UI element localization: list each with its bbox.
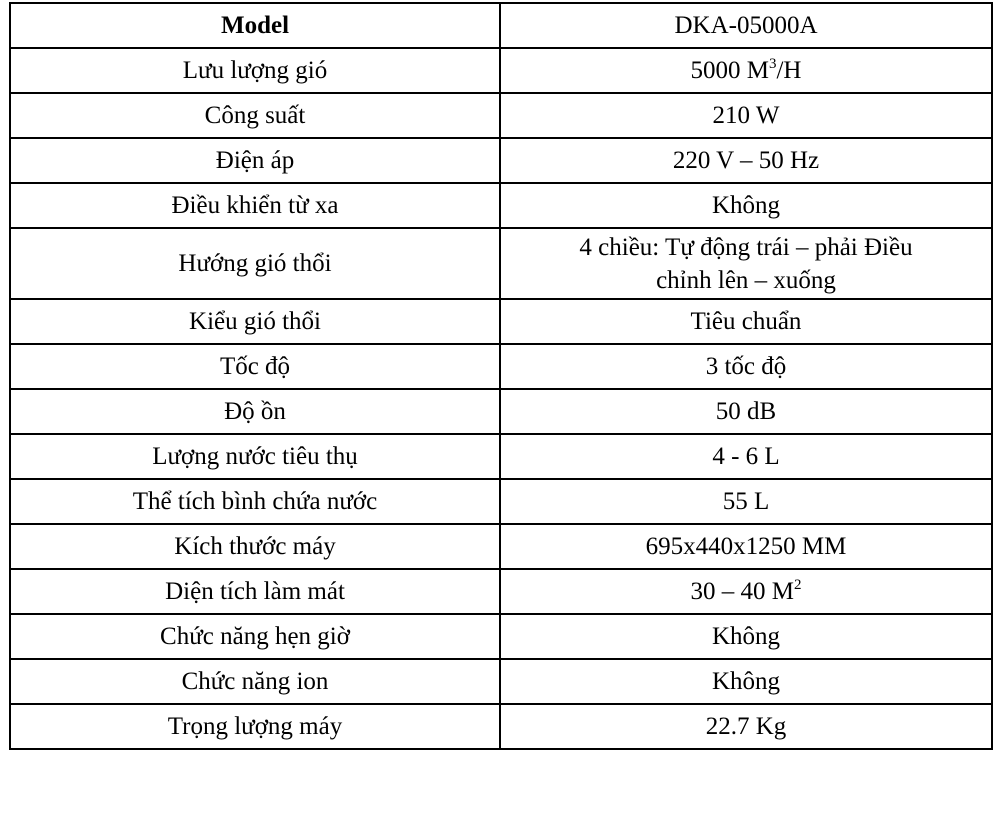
row-label: Chức năng hẹn giờ <box>160 622 350 650</box>
row-label-cell <box>10 48 500 93</box>
row-value: 210 W <box>712 101 780 129</box>
row-value: 695x440x1250 MM <box>645 532 847 560</box>
row-label-cell <box>10 389 500 434</box>
row-value-line-2: chỉnh lên – xuống <box>656 266 836 294</box>
table-row <box>10 704 992 749</box>
row-label: Điều khiển từ xa <box>171 191 339 219</box>
header-label-cell <box>10 3 500 48</box>
row-label: Chức năng ion <box>181 667 329 695</box>
row-label-cell <box>10 183 500 228</box>
row-value-cell <box>500 138 992 183</box>
row-value-cell <box>500 228 992 299</box>
row-label-cell <box>10 434 500 479</box>
table-row <box>10 138 992 183</box>
row-label-cell <box>10 704 500 749</box>
table-row <box>10 614 992 659</box>
row-value: Không <box>711 667 781 695</box>
row-value-line-1: 4 chiều: Tự động trái – phải Điều <box>579 233 913 261</box>
row-value-suffix: /H <box>776 56 802 84</box>
row-value-cell <box>500 479 992 524</box>
row-label: Thể tích bình chứa nước <box>132 487 378 515</box>
row-label-cell <box>10 614 500 659</box>
row-value-cell <box>500 389 992 434</box>
row-value: 50 dB <box>715 397 777 425</box>
row-label: Lưu lượng gió <box>182 56 328 84</box>
row-value-cell <box>500 614 992 659</box>
row-label: Điện áp <box>215 146 295 174</box>
row-value: Tiêu chuẩn <box>690 307 802 335</box>
row-value: 55 L <box>722 487 770 515</box>
row-value-cell <box>500 524 992 569</box>
table-row <box>10 659 992 704</box>
row-label: Lượng nước tiêu thụ <box>152 442 358 470</box>
row-value: 3 tốc độ <box>705 352 787 380</box>
row-value-cell <box>500 659 992 704</box>
row-value-cell <box>500 569 992 614</box>
row-value: Không <box>711 622 781 650</box>
row-label: Công suất <box>204 101 306 129</box>
row-value-cell <box>500 344 992 389</box>
row-value-superscript: 3 <box>768 55 777 72</box>
row-value: 30 – 40 M <box>690 577 794 605</box>
table-row <box>10 299 992 344</box>
row-label-cell <box>10 299 500 344</box>
table-row <box>10 48 992 93</box>
row-label: Kiểu gió thổi <box>189 307 321 335</box>
row-value-cell <box>500 299 992 344</box>
row-value-cell <box>500 93 992 138</box>
table-row <box>10 93 992 138</box>
header-value-cell <box>500 3 992 48</box>
row-label-cell <box>10 479 500 524</box>
row-label-cell <box>10 228 500 299</box>
table-row <box>10 228 992 299</box>
row-label: Hướng gió thổi <box>178 250 332 277</box>
table-row <box>10 434 992 479</box>
table-row <box>10 344 992 389</box>
row-label-cell <box>10 659 500 704</box>
row-label-cell <box>10 138 500 183</box>
row-value: 22.7 Kg <box>705 712 787 740</box>
row-label: Diện tích làm mát <box>165 577 345 605</box>
table-row <box>10 389 992 434</box>
row-label: Tốc độ <box>219 352 291 380</box>
header-label: Model <box>220 11 290 39</box>
row-label: Kích thước máy <box>174 532 336 560</box>
row-label-cell <box>10 569 500 614</box>
row-value: Không <box>711 191 781 219</box>
table-row <box>10 524 992 569</box>
row-value: 220 V – 50 Hz <box>672 146 820 174</box>
table-row <box>10 569 992 614</box>
row-value-cell <box>500 183 992 228</box>
row-value-cell <box>500 48 992 93</box>
row-value: 5000 M <box>690 56 769 84</box>
table-row <box>10 183 992 228</box>
row-label: Trọng lượng máy <box>167 712 343 740</box>
row-label-cell <box>10 344 500 389</box>
table-header-row <box>10 3 992 48</box>
row-value: 4 - 6 L <box>712 442 780 470</box>
header-value: DKA-05000A <box>674 11 818 39</box>
row-label-cell <box>10 93 500 138</box>
table-row <box>10 479 992 524</box>
row-value-superscript: 2 <box>793 576 802 593</box>
row-label: Độ ồn <box>224 397 286 425</box>
row-value-cell <box>500 434 992 479</box>
row-value-cell <box>500 704 992 749</box>
spec-table-body <box>10 3 992 749</box>
spec-table <box>9 2 993 750</box>
row-label-cell <box>10 524 500 569</box>
